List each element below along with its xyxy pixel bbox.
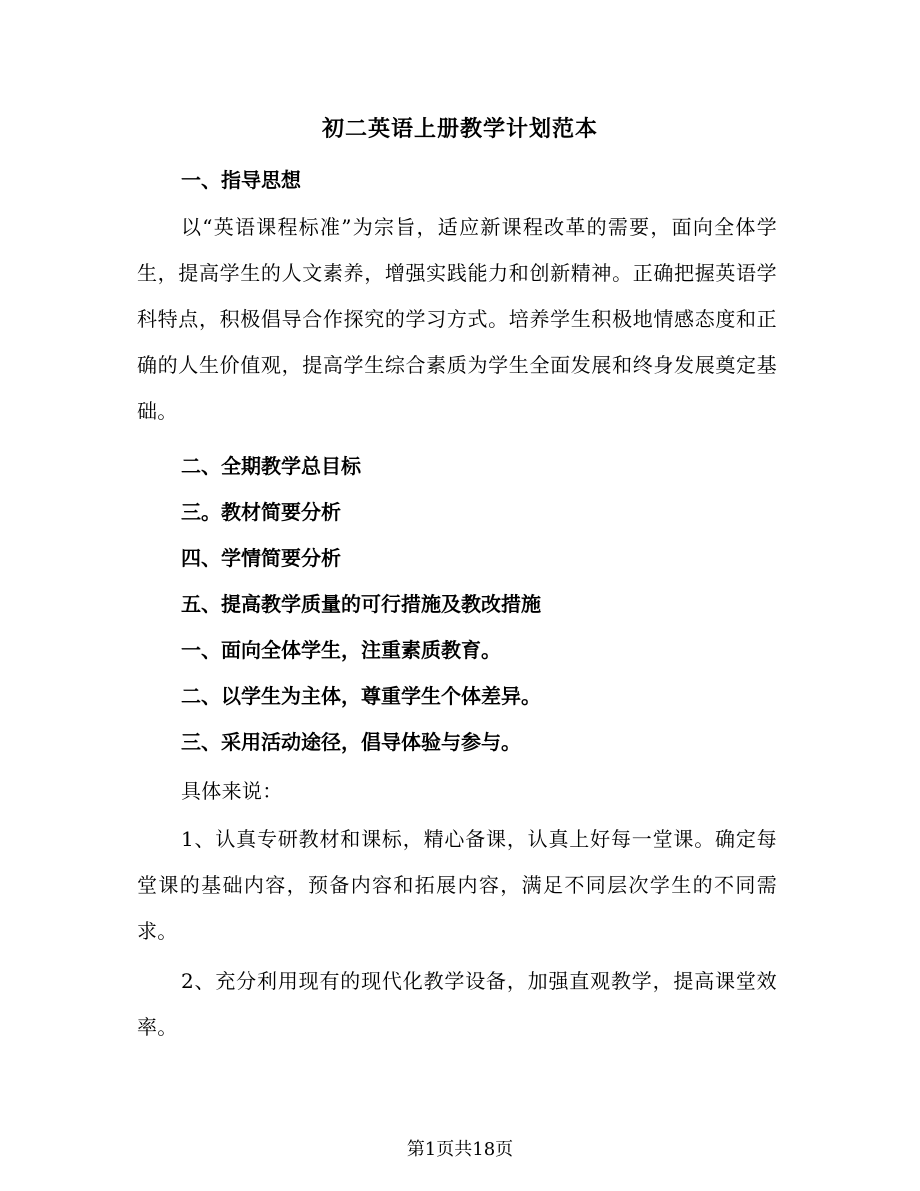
paragraph-item-2: 2、充分利用现有的现代化教学设备，加强直观教学，提高课堂效率。: [137, 969, 777, 1039]
paragraph-item-1: 1、认真专研教材和课标，精心备课，认真上好每一堂课。确定每堂课的基础内容，预备内容和拓展内容，满足不同层次学生的不同需求。: [137, 827, 777, 943]
measure-heading-activities: 三、采用活动途径，倡导体验与参与。: [181, 730, 521, 754]
document-body: [137, 160, 777, 1050]
page-number: 第1页共18页: [406, 1139, 514, 1160]
section-heading-measures: 五、提高教学质量的可行措施及教改措施: [181, 592, 541, 616]
section-heading-overall-goals: 二、全期教学总目标: [181, 454, 361, 478]
section-heading-student-analysis: 四、学情简要分析: [181, 546, 341, 570]
measure-heading-student-centered: 二、以学生为主体，尊重学生个体差异。: [181, 684, 541, 708]
document-title: 初二英语上册教学计划范本: [321, 116, 598, 142]
section-heading-guiding-thought: 一、指导思想: [181, 168, 301, 192]
paragraph-specifically: 具体来说：: [181, 779, 283, 803]
paragraph-guiding-thought: 以“英语课程标准”为宗旨，适应新课程改革的需要，面向全体学生，提高学生的人文素养，增强实践能力和创新精神。正确把握英语学科特点，积极倡导合作探究的学习方式。培养学生积极地情感态度和正确的人生价值观，提高学生综合素质为学生全面发展和终身发展奠定基础。: [137, 215, 777, 423]
section-heading-textbook-analysis: 三。教材简要分析: [181, 500, 341, 524]
measure-heading-all-students: 一、面向全体学生，注重素质教育。: [181, 638, 501, 662]
